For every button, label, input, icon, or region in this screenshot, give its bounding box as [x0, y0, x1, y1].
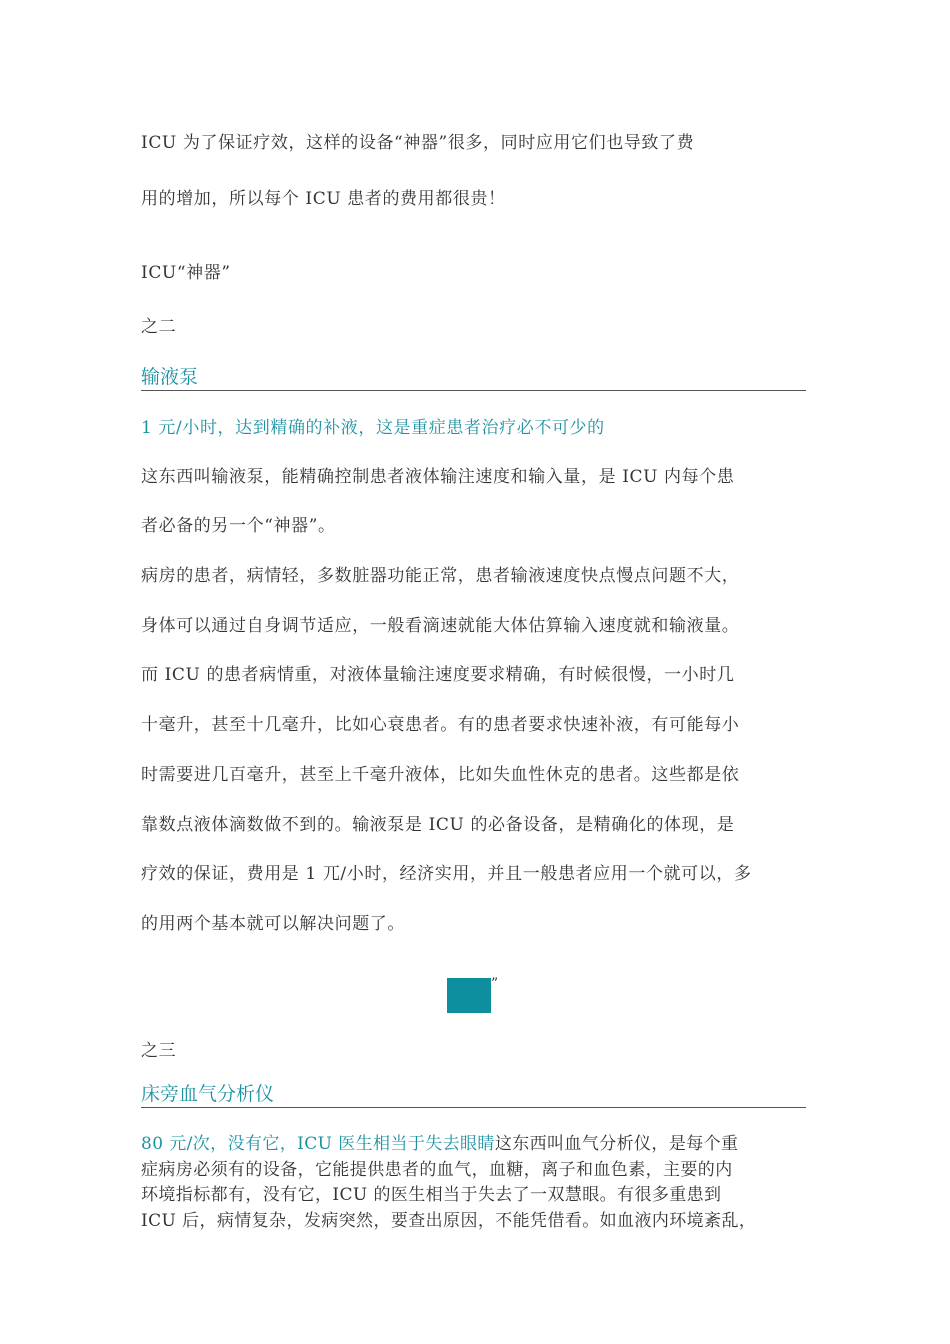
part3-body-line: ICU 后，病情复杂，发病突然，要查出原因，不能凭借看。如血液内环境紊乱， — [141, 1211, 757, 1231]
intro-line-2: 用的增加，所以每个 ICU 患者的费用都很贵！ — [141, 189, 506, 209]
part2-subheading: 1 元/小时，达到精确的补液，这是重症患者治疗必不可少的 — [141, 418, 605, 438]
part3-lead-highlight: 80 元/次，没有它，ICU 医生相当于失去眼睛 — [141, 1134, 495, 1154]
image-caption: ” — [491, 976, 499, 992]
part2-body-line: 十毫升，甚至十几毫升，比如心衰患者。有的患者要求快速补液，有可能每小 — [141, 715, 740, 735]
device-image-placeholder — [447, 978, 491, 1013]
part2-body-line: 的用两个基本就可以解决问题了。 — [141, 914, 405, 934]
part2-body-line: 靠数点液体滴数做不到的。输液泵是 ICU 的必备设备，是精确化的体现，是 — [141, 815, 735, 835]
part2-body-line: 而 ICU 的患者病情重，对液体量输注速度要求精确，有时候很慢，一小时几 — [141, 665, 735, 685]
part3-body-line: 环境指标都有，没有它，ICU 的医生相当于失去了一双慧眼。有很多重患到 — [141, 1185, 722, 1205]
part3-heading: 床旁血气分析仪 — [141, 1083, 806, 1108]
part2-body-line: 者必备的另一个“神器”。 — [141, 516, 336, 536]
part2-body-line: 身体可以通过自身调节适应，一般看滴速就能大体估算输入速度就和输液量。 — [141, 616, 740, 636]
part2-body-line: 时需要进几百毫升，甚至上千毫升液体，比如失血性休克的患者。这些都是依 — [141, 765, 740, 785]
part3-lead — [141, 1129, 738, 1154]
part3-body-line: 症病房必须有的设备，它能提供患者的血气，血糖，离子和血色素，主要的内 — [141, 1160, 733, 1180]
part2-body-line: 疗效的保证，费用是 1 兀/小时，经济实用，并且一般患者应用一个就可以，多 — [141, 864, 752, 884]
intro-line-1: ICU 为了保证疗效，这样的设备“神器”很多，同时应用它们也导致了费 — [141, 133, 695, 153]
part2-label: 之二 — [141, 317, 177, 337]
part3-lead-rest: 这东西叫血气分析仪，是每个重 — [494, 1134, 739, 1154]
part2-body-line: 病房的患者，病情轻，多数脏器功能正常，患者输液速度快点慢点问题不大， — [141, 566, 740, 586]
part3-label: 之三 — [141, 1041, 177, 1061]
section-title: ICU“神器” — [141, 263, 231, 283]
part2-body-line: 这东西叫输液泵，能精确控制患者液体输注速度和输入量，是 ICU 内每个患 — [141, 467, 735, 487]
part2-heading: 输液泵 — [141, 366, 806, 391]
